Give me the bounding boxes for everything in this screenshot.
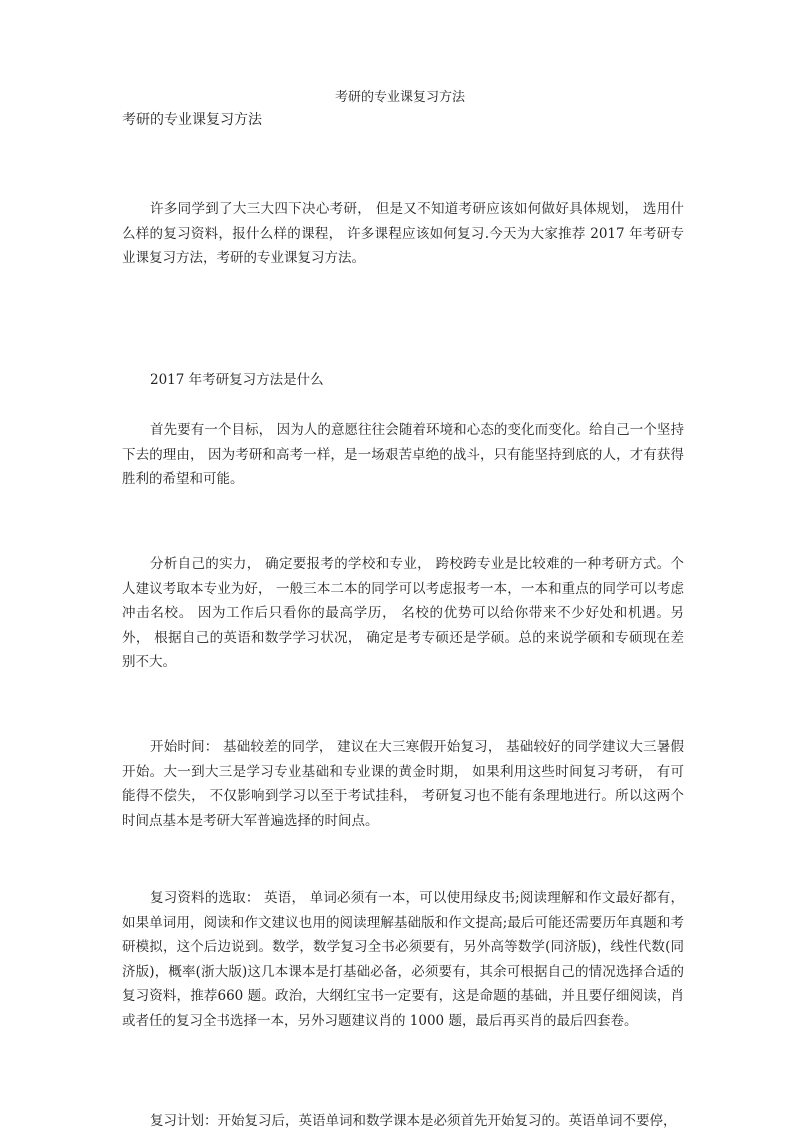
paragraph-plan: 复习计划：开始复习后，英语单词和数学课本是必须首先开始复习的。英语单词不要停， — [150, 1113, 677, 1129]
document-subtitle: 考研的专业课复习方法 — [122, 112, 262, 128]
paragraph-materials: 复习资料的选取： 英语， 单词必须有一本，可以使用绿皮书;阅读理解和作文最好都有，如果单词用，阅读和作文建议也用的阅读理解基础版和作文提高;最后可能还需要历年真题和考研模拟，这个后边说到。数学，数学复习全书必须要有，另外高等数学(同济版)，线性代数(同济版)，概率(浙大版)这几本课本是打基础必备，必须要有，其余可根据自己的情况选择合适的复习资料，推荐660 题。政治，大纲红宝书一定要有，这是命题的基础，并且要仔细阅读，肖或者任的复习全书选择一本，另外习题建议肖的 1000 题，最后再买肖的最后四套卷。 — [122, 890, 684, 1029]
document-title: 考研的专业课复习方法 — [334, 90, 465, 105]
section-heading: 2017 年考研复习方法是什么 — [150, 372, 324, 388]
paragraph-ability: 分析自己的实力， 确定要报考的学校和专业， 跨校跨专业是比较难的一种考研方式。个人建议考取本专业为好， 一般三本二本的同学可以考虑报考一本，一本和重点的同学可以考虑冲击名校。 因为工作后只看你的最高学历， 名校的优势可以给你带来不少好处和机遇。另外， 根据自己的英语和数学学习状况， 确定是考专硕还是学硕。总的来说学硕和专硕现在差别不大。 — [122, 556, 684, 670]
paragraph-goal: 首先要有一个目标， 因为人的意愿往往会随着环境和心态的变化而变化。给自己一个坚持下去的理由， 因为考研和高考一样，是一场艰苦卓绝的战斗，只有能坚持到底的人，才有获得胜利的希望和可能。 — [122, 422, 684, 487]
paragraph-start-time: 开始时间： 基础较差的同学， 建议在大三寒假开始复习， 基础较好的同学建议大三暑假开始。大一到大三是学习专业基础和专业课的黄金时期， 如果利用这些时间复习考研， 有可能得不偿失， 不仅影响到学习以至于考试挂科， 考研复习也不能有条理地进行。所以这两个时间点基本是考研大军普遍选择的时间点。 — [122, 739, 684, 829]
intro-paragraph: 许多同学到了大三大四下决心考研， 但是又不知道考研应该如何做好具体规划， 选用什么样的复习资料，报什么样的课程， 许多课程应该如何复习.今天为大家推荐 2017 年考研专业课复习方法，考研的专业课复习方法。 — [122, 201, 684, 266]
